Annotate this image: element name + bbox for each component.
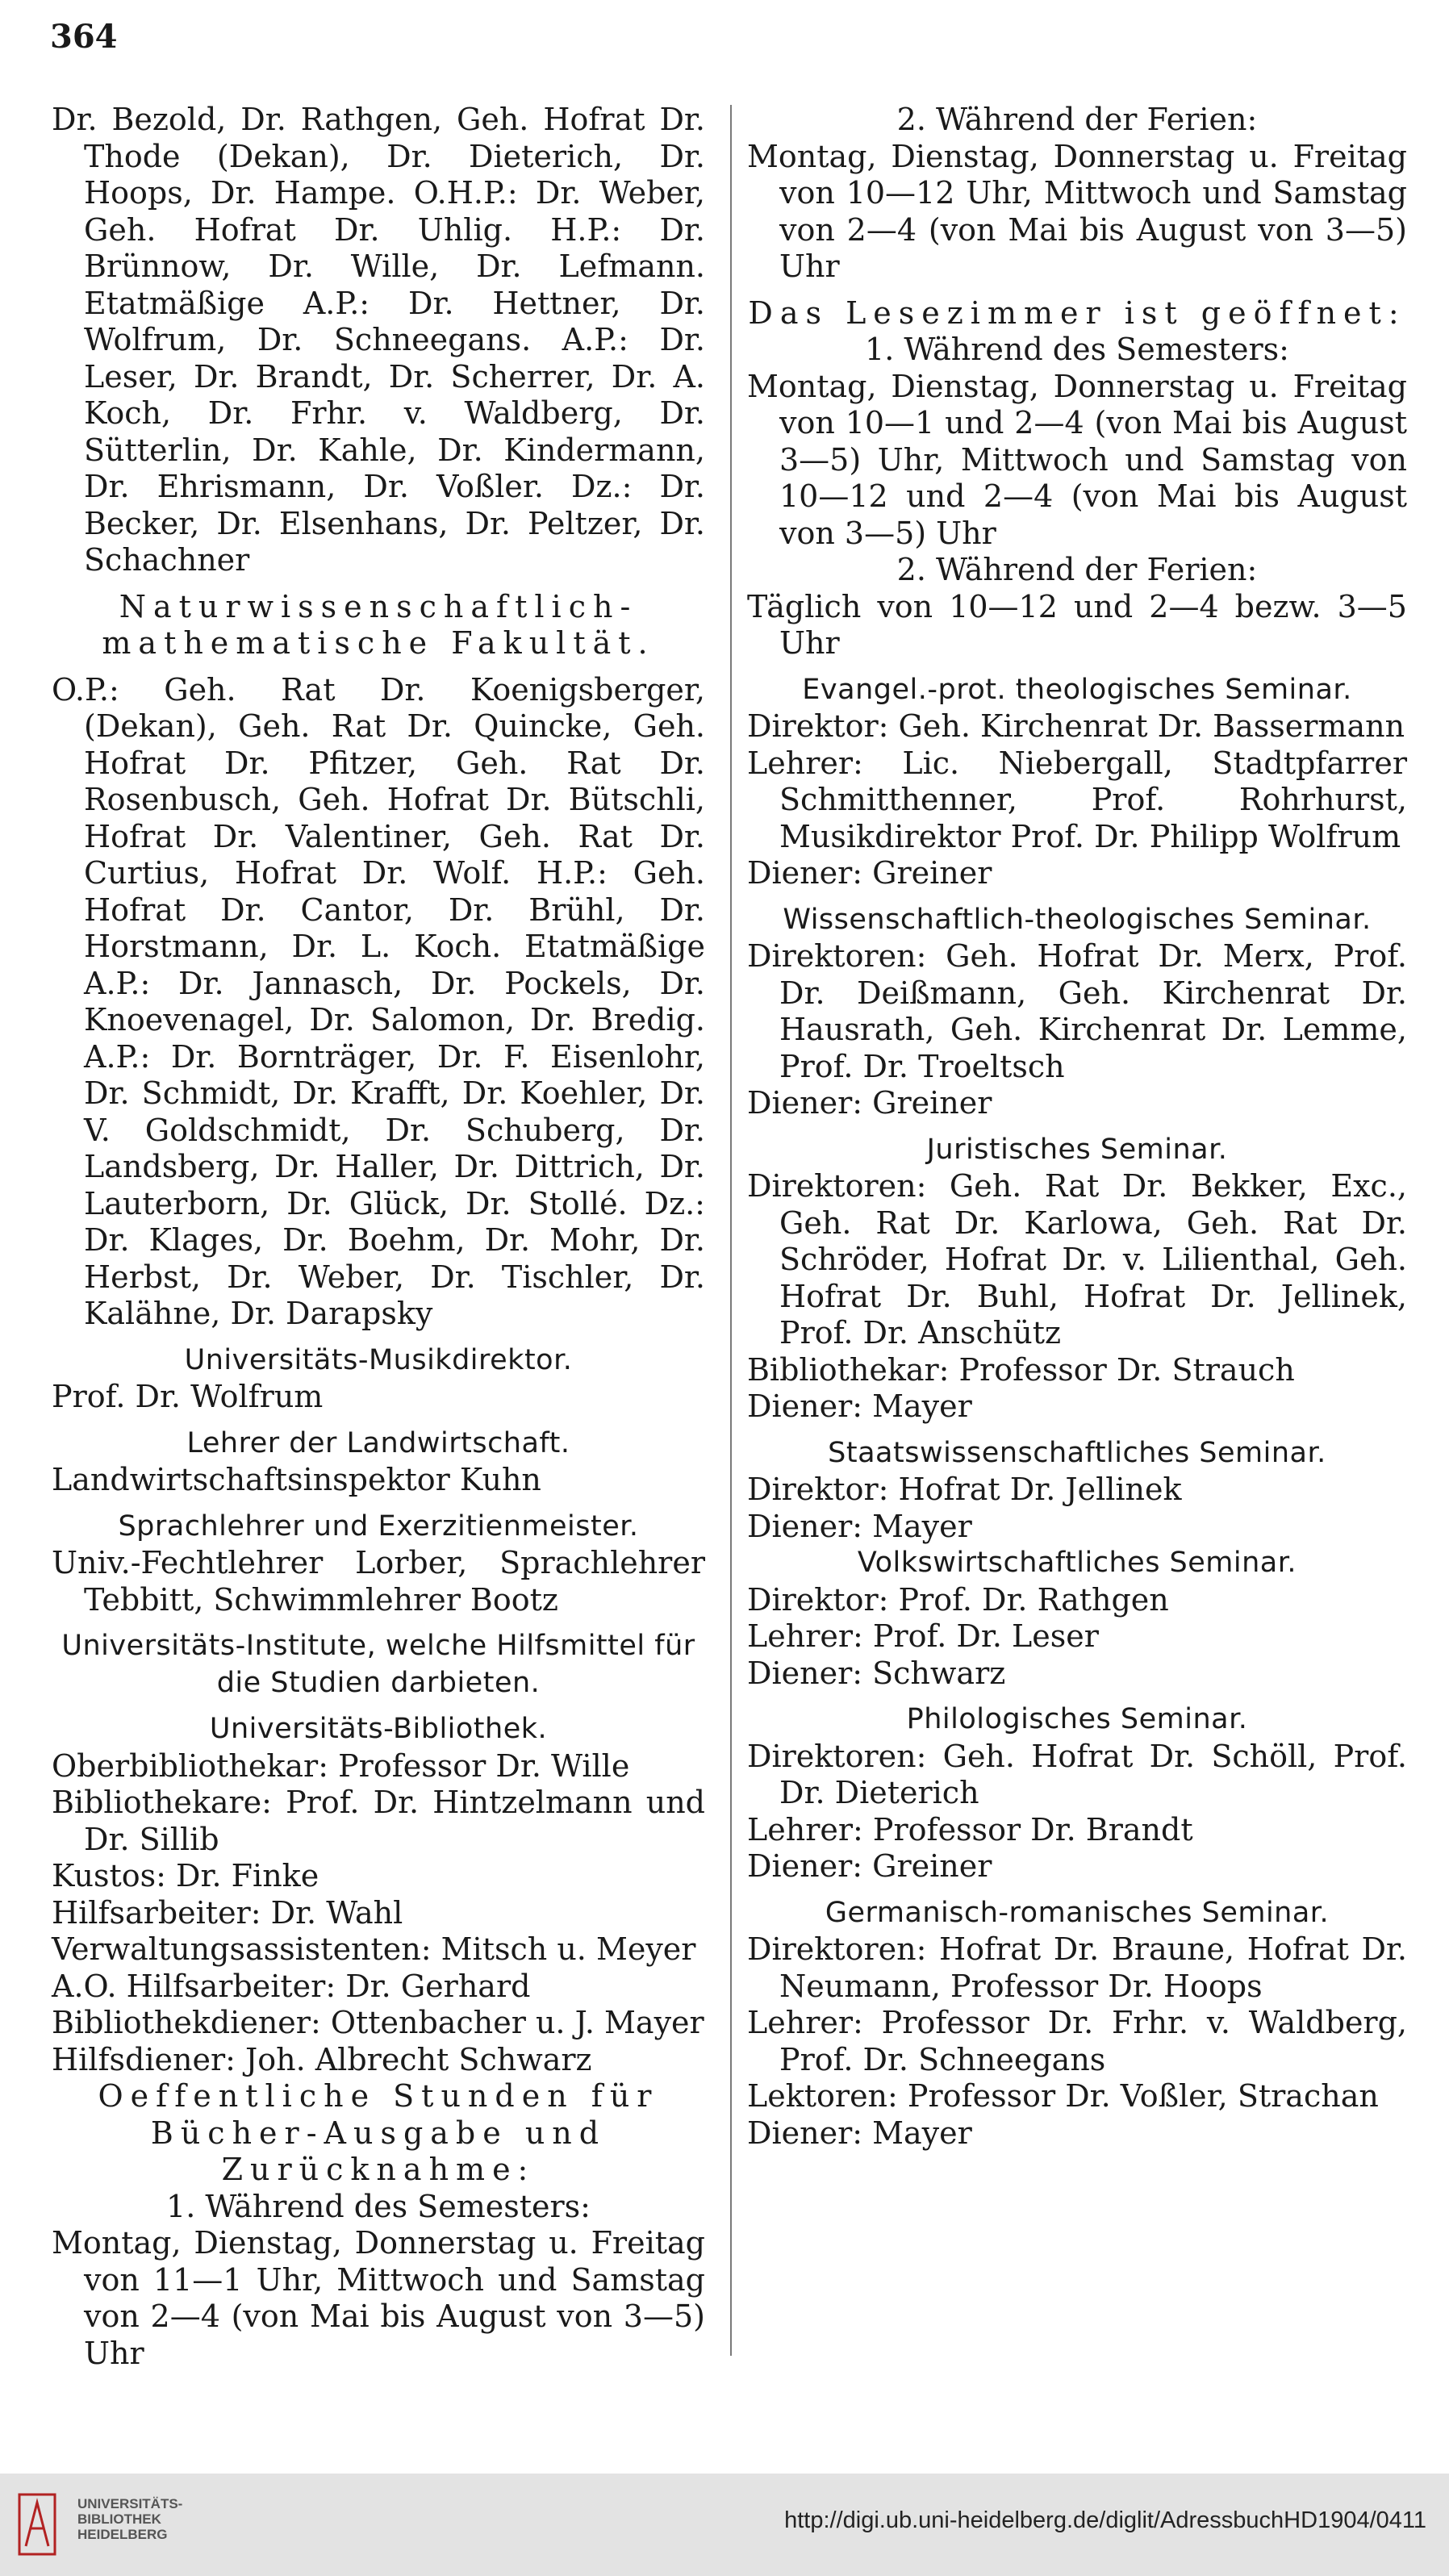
bibliothek-heading: Universitäts-Bibliothek. <box>209 1713 548 1745</box>
stunden-heading: Oeffentliche Stunden für Bücher-Ausgabe und Zurücknahme: <box>98 2078 659 2187</box>
seminar-heading: Wissenschaftlich-theologisches Seminar. <box>783 903 1372 936</box>
bibliothek-line: Bibliothekdiener: Ottenbacher u. J. Mayer <box>52 2005 704 2040</box>
logo-text-line: BIBLIOTHEK <box>77 2511 161 2527</box>
library-logo-icon <box>18 2490 56 2559</box>
ferien-text: Montag, Dienstag, Donnerstag u. Freitag von 10—12 Uhr, Mittwoch und Samstag von 2—4 (von Mai bis August von 3—5) Uhr <box>747 138 1407 284</box>
seminar-line: Diener: Mayer <box>747 1508 972 1544</box>
bibliothek-line: Hilfsarbeiter: Dr. Wahl <box>52 1894 403 1931</box>
right-column <box>747 102 1407 2152</box>
page-number: 364 <box>50 18 118 56</box>
seminar-line: Diener: Schwarz <box>747 1655 1006 1691</box>
semester-text: Montag, Dienstag, Donnerstag u. Freitag von 11—1 Uhr, Mittwoch und Samstag von 2—4 (von Mai bis August von 3—5) Uhr <box>52 2225 705 2371</box>
column-divider <box>730 105 732 2356</box>
bibliothek-line: Bibliothekare: Prof. Dr. Hintzelmann und Dr. Sillib <box>52 1785 705 1857</box>
natwiss-faculty-text: O.P.: Geh. Rat Dr. Koenigsberger, (Dekan), Geh. Rat Dr. Quincke, Geh. Hofrat Dr. Pfitzer, Geh. Rat Dr. Rosenbusch, Geh. Hofrat Dr. Bütschli, Hofrat Dr. Valentiner, Geh. Rat Dr. Curtius, Hofrat Dr. Wolf. H.P.: Geh. Hofrat Dr. Cantor, Dr. Brühl, Dr. Horstmann, Dr. L. Koch. Etatmäßige A.P.: Dr. Jannasch, Dr. Pockels, Dr. Knoevenagel, Dr. Salomon, Dr. Bredig. A.P.: Dr. Bornträger, Dr. F. Eisenlohr, Dr. Schmidt, Dr. Krafft, Dr. Koehler, Dr. V. Goldschmidt, Dr. Schuberg, Dr. Landsberg, Dr. Haller, Dr. Dittrich, Dr. Lauterborn, Dr. Glück, Dr. Stollé. Dz.: Dr. Klages, Dr. Boehm, Dr. Mohr, Dr. Herbst, Dr. Weber, Dr. Tischler, Dr. Kalähne, Dr. Darapsky <box>52 671 705 1331</box>
seminar-heading: Volkswirtschaftliches Seminar. <box>857 1547 1297 1579</box>
ferien-heading: 2. Während der Ferien: <box>896 102 1258 137</box>
seminar-heading: Staatswissenschaftliches Seminar. <box>828 1436 1326 1469</box>
lesezimmer-heading: Das Lesezimmer ist geöffnet: <box>748 294 1406 331</box>
bibliothek-line: A.O. Hilfsarbeiter: Dr. Gerhard <box>52 1968 531 2004</box>
seminar-heading: Evangel.-prot. theologisches Seminar. <box>802 673 1352 706</box>
seminar-line: Lehrer: Professor Dr. Brandt <box>747 1811 1193 1847</box>
lesezimmer-semester-heading: 1. Während des Semesters: <box>865 332 1289 367</box>
seminar-line: Diener: Mayer <box>747 1388 972 1424</box>
musikdirektor-text: Prof. Dr. Wolfrum <box>52 1379 324 1414</box>
seminar-line: Lehrer: Prof. Dr. Leser <box>747 1618 1099 1654</box>
bibliothek-line: Hilfsdiener: Joh. Albrecht Schwarz <box>52 2041 592 2077</box>
library-logo-text <box>77 2496 182 2542</box>
seminar-heading: Juristisches Seminar. <box>926 1133 1228 1166</box>
sprachlehrer-text: Univ.-Fechtlehrer Lorber, Sprachlehrer Tebbitt, Schwimmlehrer Bootz <box>52 1545 705 1618</box>
seminar-line: Diener: Mayer <box>747 2115 972 2151</box>
seminar-line: Direktoren: Geh. Hofrat Dr. Merx, Prof. Dr. Deißmann, Geh. Kirchenrat Dr. Hausrath, Geh. Kirchenrat Dr. Lemme, Prof. Dr. Troeltsch <box>747 938 1407 1084</box>
source-url-link[interactable]: http://digi.ub.uni-heidelberg.de/diglit/AdressbuchHD1904/0411 <box>784 2507 1426 2533</box>
lesezimmer-ferien-heading: 2. Während der Ferien: <box>896 552 1258 587</box>
seminar-line: Diener: Greiner <box>747 855 992 891</box>
bibliothek-line: Kustos: Dr. Finke <box>52 1858 319 1893</box>
bibliothek-line: Verwaltungsassistenten: Mitsch u. Meyer <box>52 1931 696 1967</box>
seminar-line: Direktor: Prof. Dr. Rathgen <box>747 1581 1169 1618</box>
lesezimmer-semester-text: Montag, Dienstag, Donnerstag u. Freitag von 10—1 und 2—4 (von Mai bis August 3—5) Uhr, Mittwoch und Samstag von 10—12 und 2—4 (von Mai bis August von 3—5) Uhr <box>747 368 1407 551</box>
footer-bar <box>0 2474 1449 2576</box>
seminar-line: Diener: Greiner <box>747 1848 992 1884</box>
seminar-line: Direktoren: Geh. Rat Dr. Bekker, Exc., Geh. Rat Dr. Karlowa, Geh. Rat Dr. Schröder, Hofrat Dr. v. Lilienthal, Geh. Hofrat Dr. Buhl, Hofrat Dr. Jellinek, Prof. Dr. Anschütz <box>747 1168 1407 1351</box>
seminar-heading: Germanisch-romanisches Seminar. <box>825 1896 1330 1929</box>
landwirtschaft-text: Landwirtschaftsinspektor Kuhn <box>52 1462 541 1497</box>
bibliothek-line: Oberbibliothekar: Professor Dr. Wille <box>52 1747 630 1784</box>
seminar-line: Diener: Greiner <box>747 1085 992 1121</box>
seminar-line: Lehrer: Lic. Niebergall, Stadtpfarrer Schmitthenner, Prof. Rohrhurst, Musikdirektor Prof. Dr. Philipp Wolfrum <box>747 745 1407 854</box>
seminar-line: Direktor: Hofrat Dr. Jellinek <box>747 1472 1182 1507</box>
left-column <box>52 102 705 2372</box>
natwiss-faculty-heading: Naturwissenschaftlich-mathematische Fakultät. <box>102 588 655 661</box>
seminar-line: Direktor: Geh. Kirchenrat Dr. Bassermann <box>747 708 1405 744</box>
faculty-continued-text: Dr. Bezold, Dr. Rathgen, Geh. Hofrat Dr. Thode (Dekan), Dr. Dieterich, Dr. Hoops, Dr. Hampe. O.H.P.: Dr. Weber, Geh. Hofrat Dr. Uhlig. H.P.: Dr. Brünnow, Dr. Wille, Dr. Lefmann. Etatmäßige A.P.: Dr. Hettner, Dr. Wolfrum, Dr. Schneegans. A.P.: Dr. Leser, Dr. Brandt, Dr. Scherrer, Dr. A. Koch, Dr. Frhr. v. Waldberg, Dr. Sütterlin, Dr. Kahle, Dr. Kindermann, Dr. Ehrismann, Dr. Voßler. Dz.: Dr. Becker, Dr. Elsenhans, Dr. Peltzer, Dr. Schachner <box>52 102 705 578</box>
institute-heading: Universitäts-Institute, welche Hilfsmittel für die Studien darbieten. <box>61 1630 695 1699</box>
seminar-line: Lektoren: Professor Dr. Voßler, Strachan <box>747 2078 1379 2114</box>
seminar-line: Lehrer: Professor Dr. Frhr. v. Waldberg, Prof. Dr. Schneegans <box>747 2005 1407 2077</box>
lesezimmer-ferien-text: Täglich von 10—12 und 2—4 bezw. 3—5 Uhr <box>747 588 1407 661</box>
landwirtschaft-heading: Lehrer der Landwirtschaft. <box>186 1426 570 1459</box>
sprachlehrer-heading: Sprachlehrer und Exerzitienmeister. <box>118 1509 639 1543</box>
semester-heading: 1. Während des Semesters: <box>166 2188 591 2224</box>
seminar-line: Direktoren: Geh. Hofrat Dr. Schöll, Prof. Dr. Dieterich <box>747 1738 1407 1810</box>
seminar-line: Bibliothekar: Professor Dr. Strauch <box>747 1351 1295 1388</box>
seminar-line: Direktoren: Hofrat Dr. Braune, Hofrat Dr. Neumann, Professor Dr. Hoops <box>747 1931 1407 2004</box>
musikdirektor-heading: Universitäts-Musikdirektor. <box>184 1343 573 1376</box>
logo-text-line: HEIDELBERG <box>77 2527 168 2542</box>
seminar-heading: Philologisches Seminar. <box>906 1703 1248 1735</box>
logo-text-line: UNIVERSITÄTS- <box>77 2496 183 2511</box>
